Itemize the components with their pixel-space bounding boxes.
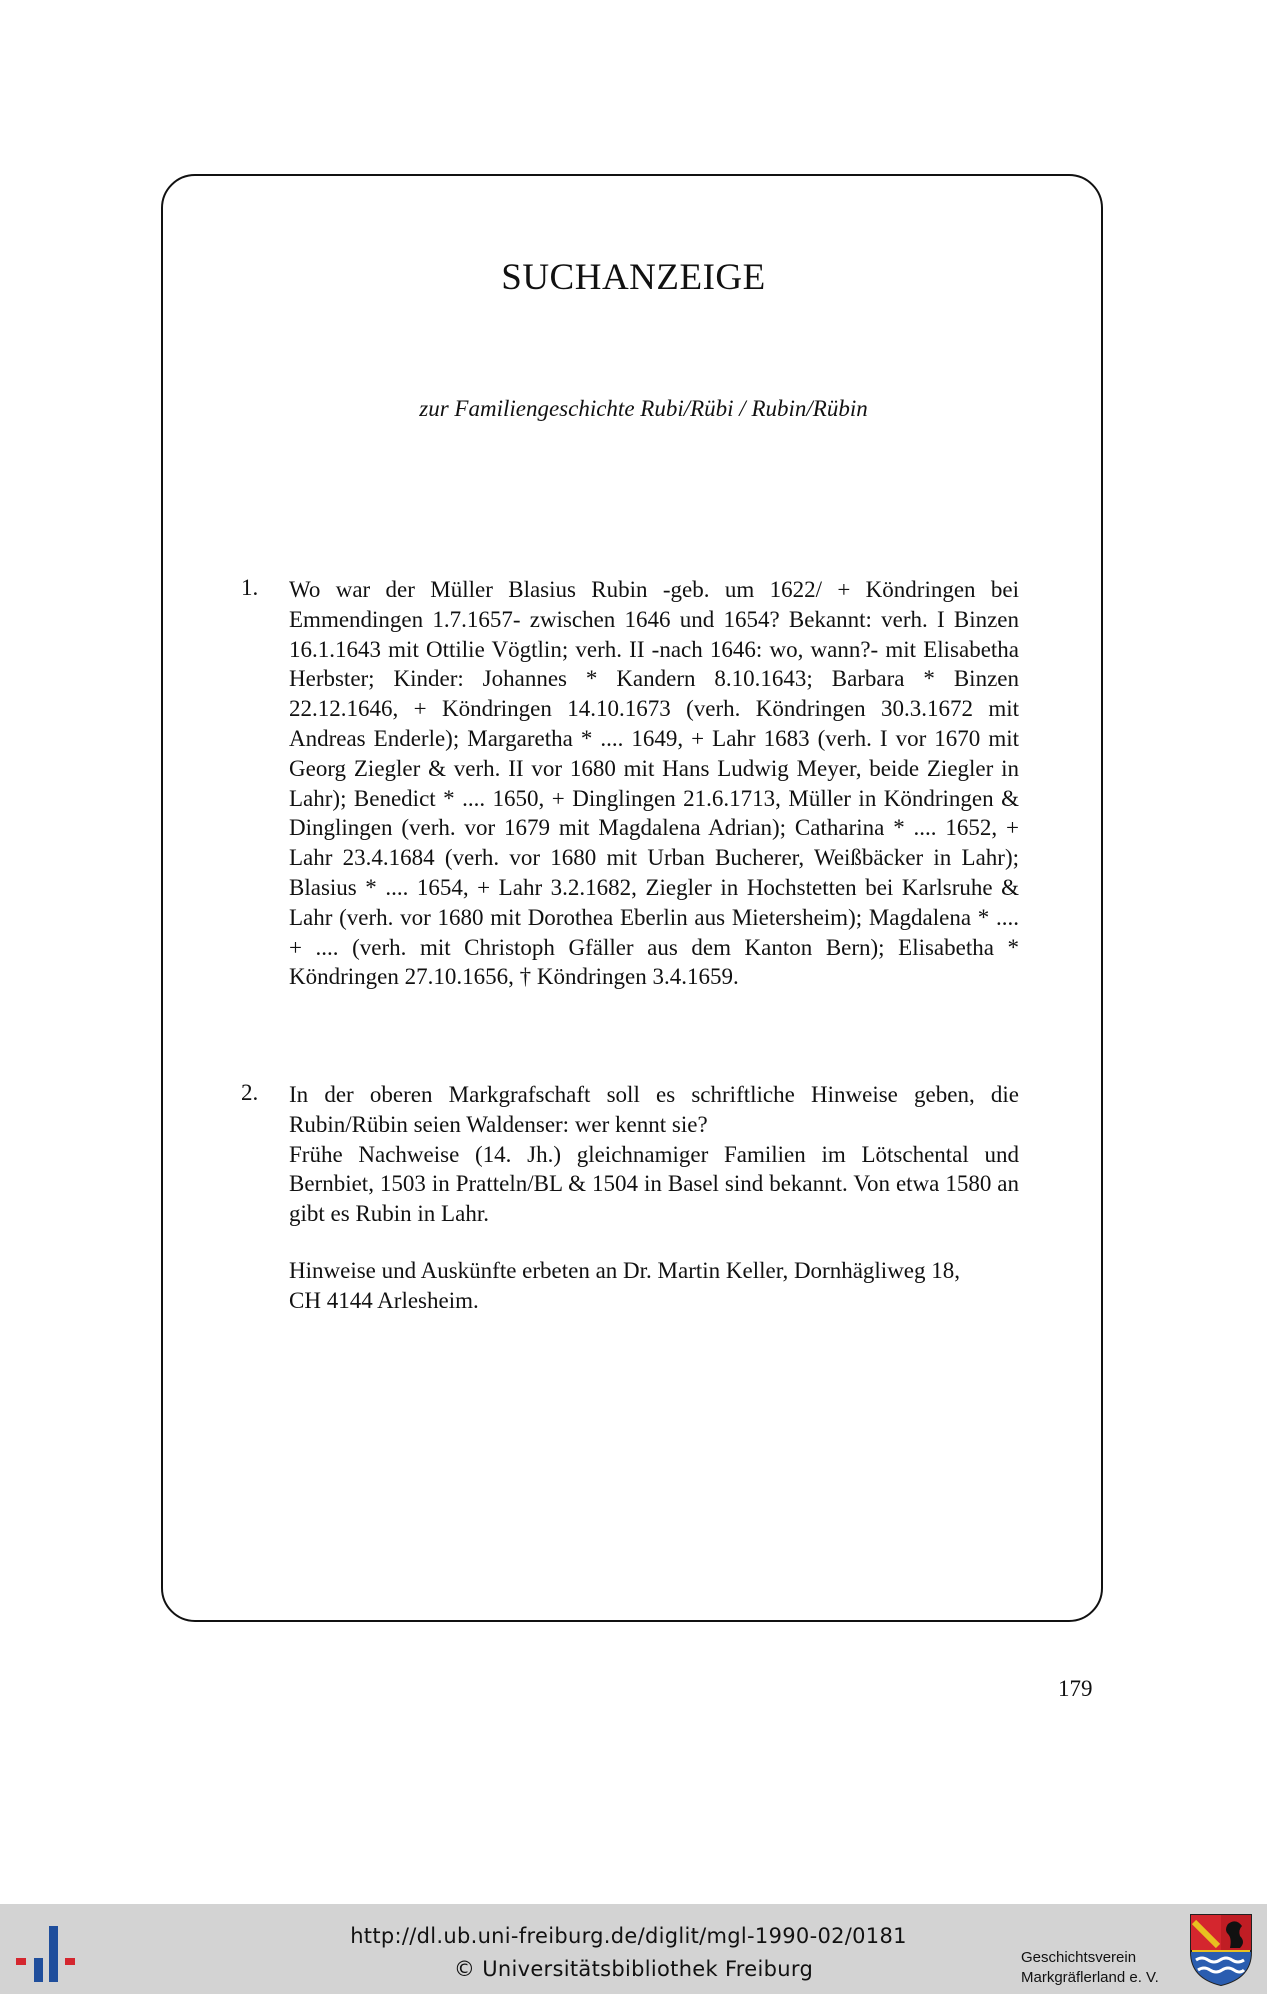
page-number: 179 <box>1058 1676 1093 1701</box>
page-subtitle: zur Familiengeschichte Rubi/Rübi / Rubin/Rübin <box>419 396 868 421</box>
footer-url-link[interactable]: http://dl.ub.uni-freiburg.de/diglit/mgl-1990-02/0181 <box>350 1924 907 1948</box>
item-number: 2. <box>241 1080 259 1105</box>
item-body <box>289 575 1019 992</box>
society-line: Geschichtsverein <box>1021 1949 1137 1966</box>
item-number: 1. <box>241 575 259 600</box>
contact-line: Hinweise und Auskünfte erbeten an Dr. Martin Keller, Dornhägliweg 18, <box>289 1258 961 1283</box>
contact-line: CH 4144 Arlesheim. <box>289 1287 479 1313</box>
list-item-1 <box>241 575 1019 992</box>
list-item-2 <box>241 1080 1019 1229</box>
item-paragraph: In der oberen Markgrafschaft soll es schriftliche Hinweise geben, die Rubin/Rübin seien Waldenser: wer kennt sie? <box>289 1082 1019 1137</box>
contact-note <box>289 1256 1019 1316</box>
item-paragraph: Wo war der Müller Blasius Rubin -geb. um 1622/ + Köndringen bei Emmendingen 1.7.1657- zwischen 1646 und 1654? Bekannt: verh. I Binzen 16.1.1643 mit Ottilie Vögtlin; verh. II -nach 1646: wo, wann?- mit Elisabetha Herbster; Kinder: Johannes * Kandern 8.10.1643; Barbara * Binzen 22.12.1646, + Köndringen 14.10.1673 (verh. Köndringen 30.3.1672 mit Andreas Enderle); Margaretha * .... 1649, + Lahr 1683 (verh. I vor 1670 mit Georg Ziegler & verh. II vor 1680 mit Hans Ludwig Meyer, beide Ziegler in Lahr); Benedict * .... 1650, + Dinglingen 21.6.1713, Müller in Köndringen & Dinglingen (verh. vor 1679 mit Magdalena Adrian); Catharina * .... 1652, + Lahr 23.4.1684 (verh. vor 1680 mit Urban Bucherer, Weißbäcker in Lahr); Blasius * .... 1654, + Lahr 3.2.1682, Ziegler in Hochstetten bei Karlsruhe & Lahr (verh. vor 1680 mit Dorothea Eberlin aus Mietersheim); Magdalena * .... + .... (verh. mit Christoph Gfäller aus dem Kanton Bern); Elisabetha * Köndringen 27.10.1656, † Köndringen 3.4.1659. <box>289 577 1019 990</box>
coat-of-arms-icon[interactable] <box>1188 1912 1254 1988</box>
item-paragraph: Frühe Nachweise (14. Jh.) gleichnamiger Familien im Lötschental und Bernbiet, 1503 in Pratteln/BL & 1504 in Basel sind bekannt. Von etwa 1580 an gibt es Rubin in Lahr. <box>289 1141 1019 1227</box>
footer-society-name[interactable] <box>1021 1948 1159 1988</box>
page-title: SUCHANZEIGE <box>501 257 766 298</box>
society-line: Markgräflerland e. V. <box>1021 1969 1159 1986</box>
footer-copyright: © Universitätsbibliothek Freiburg <box>453 1957 814 1981</box>
footer-bar <box>0 1904 1267 1994</box>
item-body <box>289 1080 1019 1229</box>
